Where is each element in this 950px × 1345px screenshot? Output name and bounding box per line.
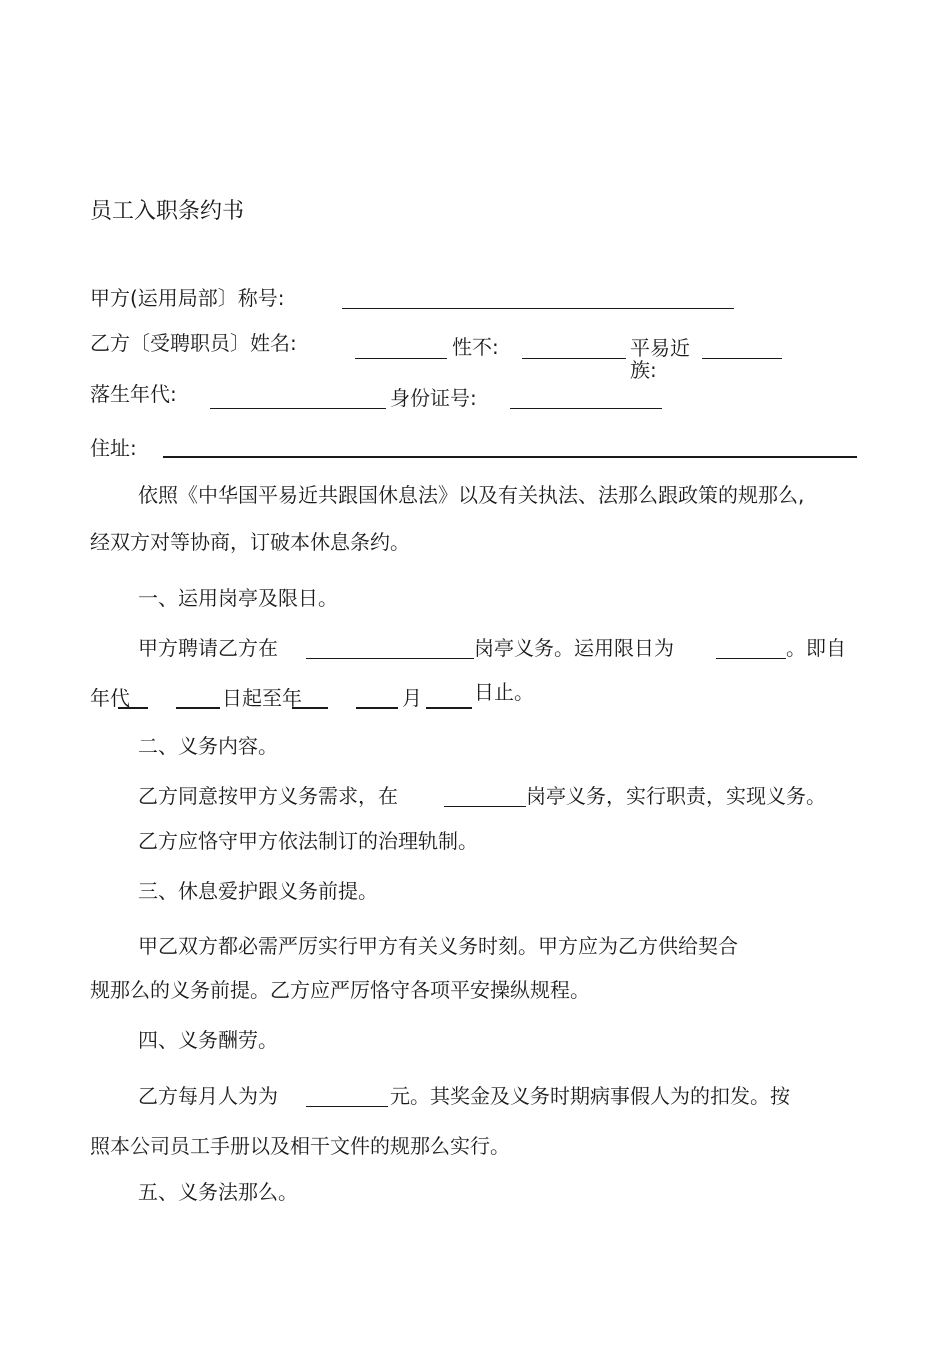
section-1-heading: 一、运用岗亭及限日。 <box>138 586 338 610</box>
section-4-line-1a: 乙方每月人为为 <box>138 1084 278 1108</box>
gender-label: 性不: <box>452 335 499 359</box>
position-field <box>306 658 474 659</box>
section-2-line-2: 乙方应恪守甲方依法制订的治理轨制。 <box>138 829 478 853</box>
address-field <box>163 456 857 458</box>
start-year-field <box>118 707 148 709</box>
section-3-line-1: 甲乙双方都必需严厉实行甲方有关义务时刻。甲方应为乙方供给契合 <box>138 934 738 958</box>
party-a-name-field <box>342 308 734 309</box>
section-2-line-1b: 岗亭义务，实行职责，实现义务。 <box>526 784 826 808</box>
section-1-end-label: 日止。 <box>474 680 534 704</box>
end-day-field <box>426 707 472 709</box>
section-3-line-2: 规那么的义务前提。乙方应严厉恪守各项平安操纵规程。 <box>90 978 590 1002</box>
section-1-year-label: 年代 <box>90 686 130 710</box>
salary-field <box>306 1106 388 1107</box>
birth-label: 落生年代: <box>90 382 177 406</box>
section-2-heading: 二、义务内容。 <box>138 734 278 758</box>
id-label: 身份证号: <box>390 386 477 410</box>
section-1-line-1b: 岗亭义务。运用限日为 <box>474 636 674 660</box>
section-2-line-1a: 乙方同意按甲方义务需求，在 <box>138 784 398 808</box>
address-label: 住址: <box>90 436 137 460</box>
section-4-heading: 四、义务酬劳。 <box>138 1028 278 1052</box>
ethnic-field <box>702 358 782 359</box>
document-title: 员工入职条约书 <box>90 199 245 224</box>
section-4-line-1b: 元。其奖金及义务时期病事假人为的扣发。按 <box>390 1084 790 1108</box>
ethnic-label: 平易近 <box>630 336 690 360</box>
section-1-line-1c: 。即自 <box>786 636 846 660</box>
gender-field <box>522 358 626 359</box>
party-b-name-field <box>355 358 447 359</box>
section-2-post-field <box>444 806 526 807</box>
section-4-line-2: 照本公司员工手册以及相干文件的规那么实行。 <box>90 1134 510 1158</box>
end-month-field <box>356 707 398 709</box>
ethnic-label-continued: 族: <box>630 358 657 382</box>
section-1-month-label: 月 <box>402 686 422 710</box>
party-b-label: 乙方〔受聘职员〕姓名: <box>90 331 297 355</box>
end-year-field <box>292 707 328 709</box>
intro-line-2: 经双方对等协商，订破本休息条约。 <box>90 530 410 554</box>
section-5-heading: 五、义务法那么。 <box>138 1180 298 1204</box>
term-field <box>716 658 786 659</box>
id-field <box>510 408 662 409</box>
party-a-label: 甲方(运用局部〕称号: <box>90 286 285 310</box>
intro-line-1: 依照《中华国平易近共跟国休息法》以及有关执法、法那么跟政策的规那么, <box>138 483 805 507</box>
section-1-from-label: 日起至年 <box>222 686 302 710</box>
section-1-line-1a: 甲方聘请乙方在 <box>138 636 278 660</box>
start-day-field <box>176 707 220 709</box>
birth-field <box>210 408 386 409</box>
section-3-heading: 三、休息爱护跟义务前提。 <box>138 879 378 903</box>
